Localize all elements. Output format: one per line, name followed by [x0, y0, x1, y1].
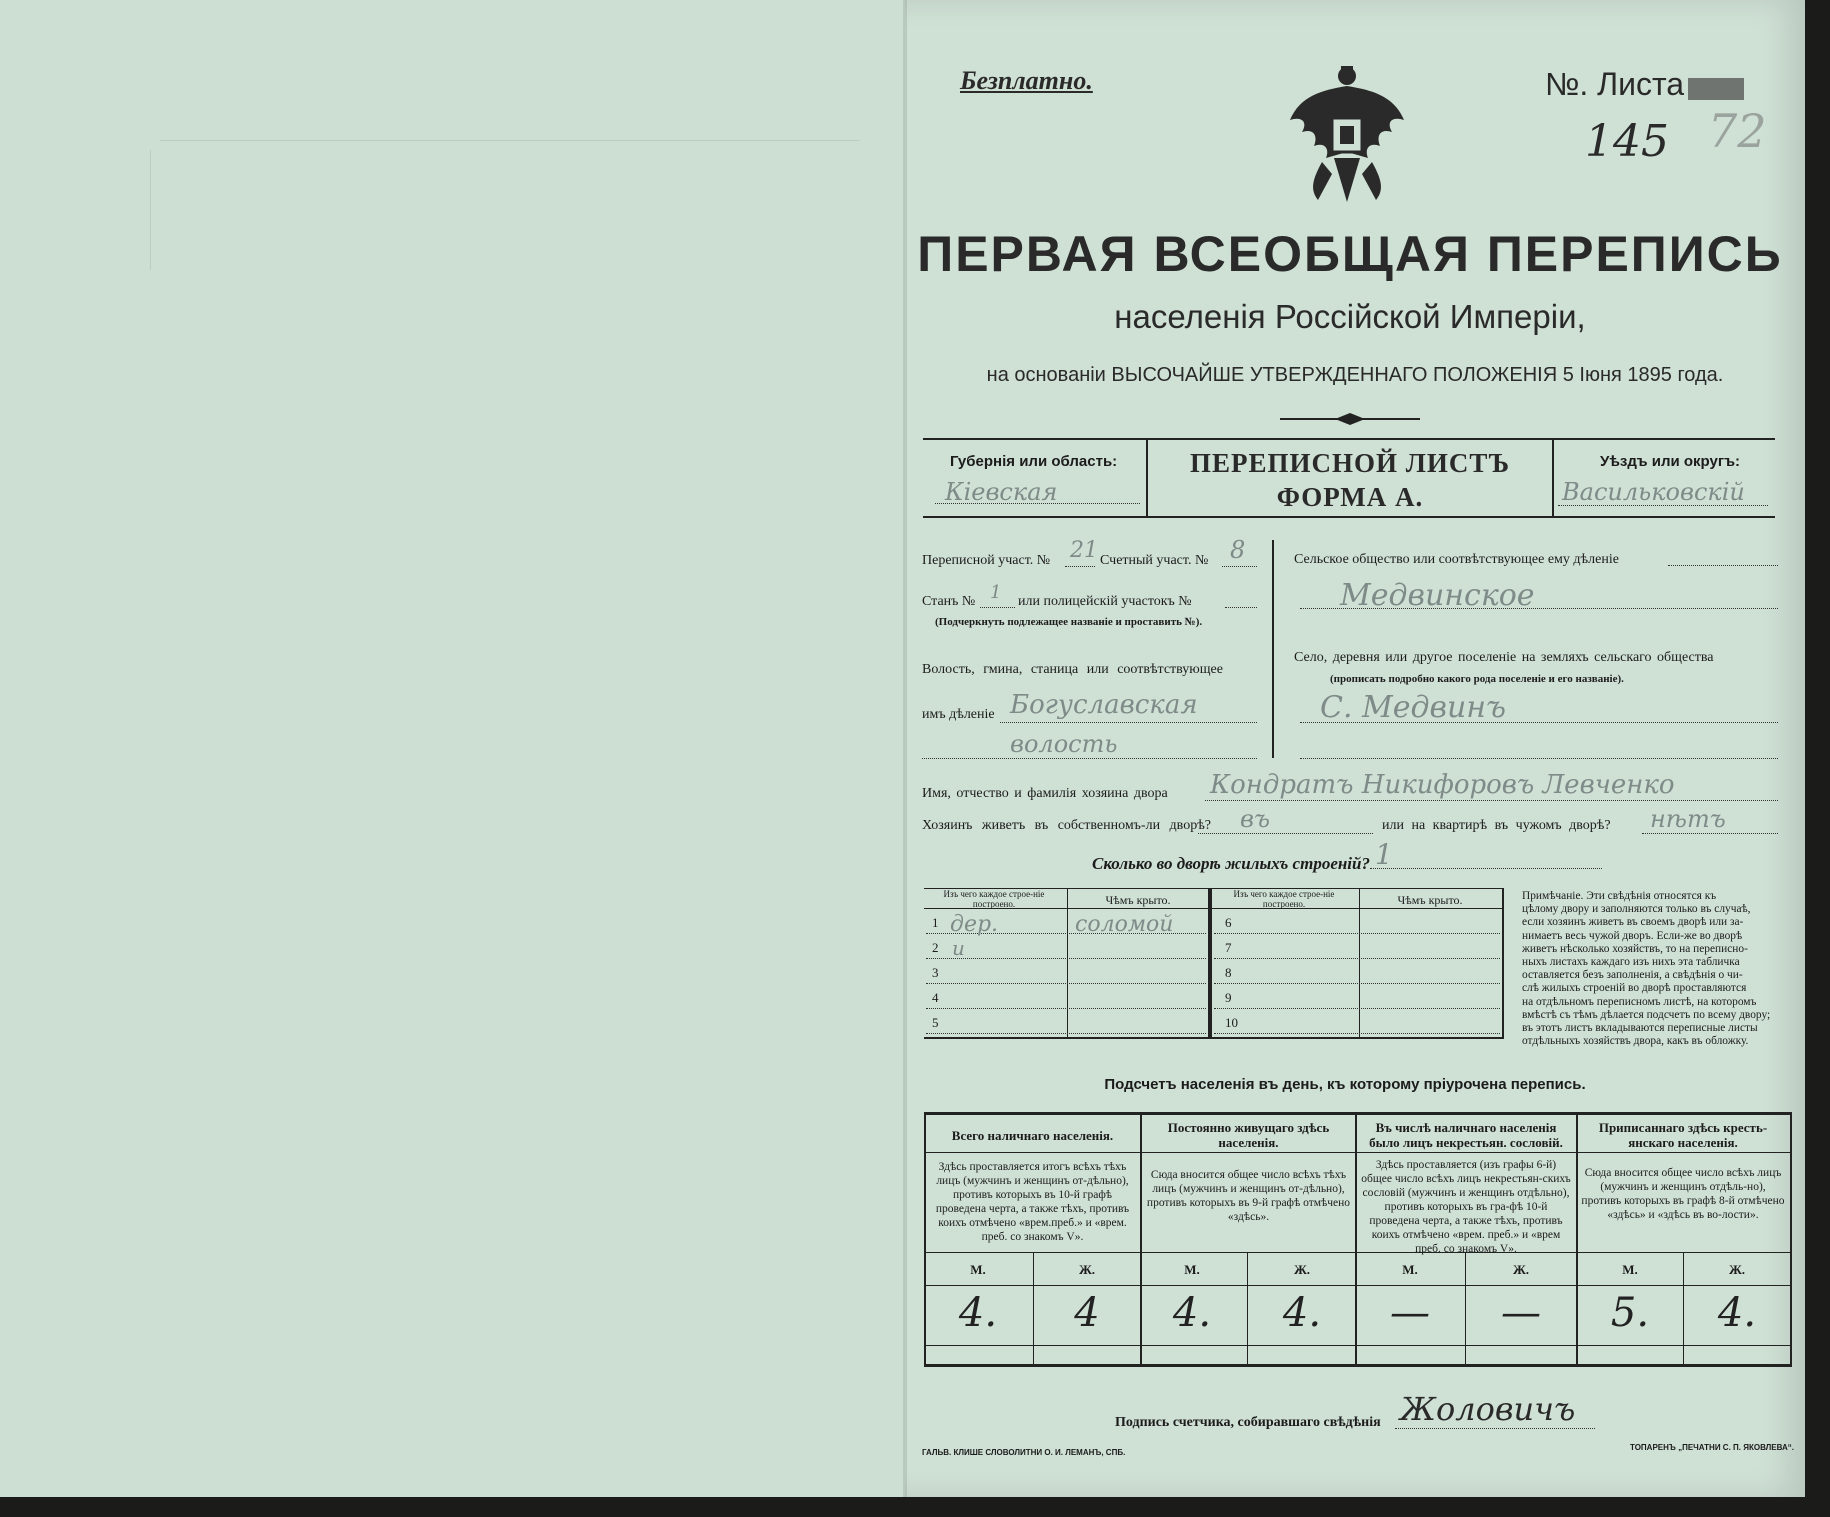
counting-district-label: Счетный участ. № [1100, 553, 1209, 568]
row2-material-value: и [952, 936, 965, 960]
society-value: Медвинское [1340, 578, 1535, 613]
table-row-number: 9 [1225, 990, 1232, 1005]
volost-label-2: имъ дѣленіе [922, 707, 995, 722]
note-line: нимаетъ весь чужой дворъ. Если-же во дворѣ [1522, 929, 1743, 942]
free-label: Безплатно. [960, 66, 1093, 95]
note-line: отдѣльныхъ хозяйствъ двора, какъ въ обложку. [1522, 1035, 1749, 1048]
table-line [924, 1112, 1792, 1115]
col-nonpeasant-desc: Здѣсь проставляется (изъ графы 6-й) общее число всѣхъ лицъ некрестьян-скихъ сословій (мужчинъ и женщинъ отдѣльно), противъ которыхъ въ гра-фѣ 10-й проведена черта, а также тѣхъ, противъ коихъ отмѣчено «врем. преб.» и «врем преб. со знакомъ V». [1361, 1159, 1571, 1255]
row1-material-value: дер. [950, 912, 999, 937]
table-row-number: 7 [1225, 940, 1232, 955]
table-double-line [1208, 888, 1212, 1038]
volost-value: Богуславская [1010, 690, 1198, 720]
male-label: М. [1184, 1262, 1200, 1277]
table-line [1359, 888, 1360, 1038]
table-line [1355, 1112, 1357, 1367]
village-value: С. Медвинъ [1320, 690, 1507, 725]
owner-name-label: Имя, отчество и фамилія хозяина двора [922, 786, 1168, 801]
table-row-number: 3 [932, 965, 939, 980]
owner-name-line [1205, 800, 1778, 801]
society-line-2 [1300, 608, 1778, 609]
signature-label: Подпись счетчика, собиравшаго свѣдѣнія [1115, 1415, 1381, 1430]
total-male-value: 4. [958, 1290, 998, 1336]
form-box-divider [1146, 438, 1148, 518]
table-col-material: Изъ чего каждое строе-ніе построено. [943, 889, 1045, 909]
note-line: оставляется безъ заполненія, а свѣдѣнія о чи- [1522, 969, 1743, 982]
own-yard-value: въ [1240, 805, 1270, 833]
table-line [924, 1285, 1792, 1286]
table-row-number: 10 [1225, 1015, 1238, 1030]
table-row-line [1214, 933, 1500, 934]
village-line-2 [1300, 758, 1778, 759]
note-line: цѣлому двору и заполняются только въ случаѣ, [1522, 903, 1751, 916]
female-label: Ж. [1728, 1262, 1746, 1277]
table-line [924, 1152, 1792, 1153]
bleed-through-line [160, 140, 860, 142]
note-line: вмѣстѣ съ тѣмъ дѣлается подсчетъ по всему двору; [1522, 1008, 1771, 1021]
document-title: ПЕРВАЯ ВСЕОБЩАЯ ПЕРЕПИСЬ [917, 226, 1783, 282]
table-row-number: 2 [932, 940, 939, 955]
bleed-through-line [150, 150, 155, 270]
col-permanent-head: Постоянно живущаго здѣсь населенія. [1167, 1120, 1330, 1150]
table-row-line [1214, 1033, 1500, 1034]
note-line: слѣ жилыхъ строеній во дворѣ проставляются [1522, 982, 1747, 995]
sheet-number-stamp [1688, 78, 1744, 100]
col-permanent-desc: Сюда вносится общее число всѣхъ тѣхъ лицъ (мужчинъ и женщинъ от-дѣльно), противъ которыхъ въ 9-й графѣ отмѣчено «здѣсь». [1146, 1169, 1351, 1223]
ornament-divider-icon [1280, 412, 1420, 426]
document-subtitle: населенія Россійской Имперіи, [1114, 298, 1586, 335]
registered-male-value: 5. [1610, 1290, 1650, 1336]
village-note: (прописать подробно какого рода поселеніе и его названіе). [1330, 673, 1624, 685]
rent-line [1642, 833, 1778, 834]
signature-value: Жоловичъ [1400, 1390, 1576, 1428]
village-line [1300, 722, 1778, 723]
volost-value-2: волость [1010, 730, 1118, 758]
form-box-bottom [923, 516, 1775, 518]
blank-left-page [0, 0, 905, 1497]
stan-label: Станъ № [922, 594, 976, 609]
table-line [924, 1112, 926, 1367]
printer-right: ТОПАРЕНЪ „ПЕЧАТНИ С. П. ЯКОВЛЕВА“. [1630, 1443, 1794, 1452]
handwritten-number-2: 72 [1708, 104, 1767, 158]
rent-label: или на квартирѣ въ чужомъ дворѣ? [1382, 818, 1611, 833]
form-box-top [923, 438, 1775, 440]
population-heading: Подсчетъ населенія въ день, къ которому пріурочена перепись. [1104, 1076, 1586, 1093]
stan-value: 1 [990, 582, 1002, 603]
table-row-line [926, 958, 1206, 959]
sheet-number-label: №. Листа [1545, 66, 1685, 102]
volost-line [1000, 722, 1257, 723]
volost-line-2 [922, 758, 1257, 759]
registered-female-value: 4. [1717, 1290, 1757, 1336]
form-title-line-1: ПЕРЕПИСНОЙ ЛИСТЪ [1189, 448, 1511, 478]
volost-label: Волость, гмина, станица или соотвѣтствующее [922, 662, 1223, 677]
table-line [1067, 888, 1068, 1038]
note-line: если хозяинъ живетъ въ своемъ дворѣ или за- [1522, 916, 1744, 929]
table-row-line [926, 1033, 1206, 1034]
printer-left: ГАЛЬВ. КЛИШЕ СЛОВОЛИТНИ О. И. ЛЕМАНЪ, СПБ. [922, 1448, 1126, 1457]
female-label: Ж. [1293, 1262, 1311, 1277]
nonpeasant-female-value: — [1501, 1290, 1541, 1336]
row1-roof-value: соломой [1075, 912, 1174, 937]
counting-district-line [1222, 566, 1257, 567]
male-label: М. [970, 1262, 986, 1277]
col-registered-head: Приписаннаго здѣсь кресть-янскаго населенія. [1598, 1120, 1768, 1150]
female-label: Ж. [1512, 1262, 1530, 1277]
table-line [1247, 1252, 1248, 1366]
table-row-line [1214, 958, 1500, 959]
imperial-eagle-icon [1282, 62, 1412, 212]
table-line [1502, 888, 1504, 1038]
handwritten-sheet-number: 145 [1585, 116, 1669, 167]
owner-name-value: Кондратъ Никифоровъ Левченко [1210, 770, 1675, 800]
note-line: на отдѣльномъ переписномъ листѣ, на которомъ [1522, 995, 1757, 1008]
table-col-roof: Чѣмъ крыто. [1105, 893, 1171, 907]
rent-value: нѣтъ [1650, 805, 1726, 833]
table-col-roof-2: Чѣмъ крыто. [1397, 893, 1463, 907]
society-line [1668, 565, 1778, 566]
gubernia-value: Кіевская [945, 478, 1058, 506]
table-row-number: 8 [1225, 965, 1232, 980]
table-row-number: 6 [1225, 915, 1232, 930]
police-label: или полицейскій участокъ № [1018, 594, 1192, 609]
own-yard-line [1198, 833, 1373, 834]
permanent-male-value: 4. [1172, 1290, 1212, 1336]
counting-district-value: 8 [1230, 536, 1246, 564]
table-col-material-2: Изъ чего каждое строе-ніе построено. [1233, 889, 1335, 909]
underline-note: (Подчеркнуть подлежащее названіе и проставить №). [935, 616, 1203, 628]
buildings-label: Сколько во дворѣ жилыхъ строеній? [1092, 854, 1370, 873]
table-line [1033, 1252, 1034, 1366]
own-yard-label: Хозяинъ живетъ въ собственномъ-ли дворѣ? [922, 818, 1212, 833]
uezd-label: Уѣздъ или округъ: [1600, 453, 1741, 470]
table-row-line [1214, 1008, 1500, 1009]
uezd-value: Васильковскій [1562, 478, 1745, 506]
society-label: Сельское общество или соотвѣтствующее ему дѣленіе [1294, 552, 1619, 567]
nonpeasant-male-value: — [1390, 1290, 1430, 1336]
table-row-line [926, 983, 1206, 984]
table-row-line [1214, 983, 1500, 984]
note-line: въ этотъ листъ вкладываются переписные листы [1522, 1022, 1758, 1035]
note-text [1522, 890, 1790, 1048]
gubernia-label: Губернія или область: [950, 453, 1118, 470]
fields-divider [1272, 540, 1274, 758]
signature-line [1395, 1428, 1595, 1429]
table-line [924, 1364, 1792, 1367]
note-line: живетъ нѣсколько хозяйствъ, то на переписно- [1522, 942, 1748, 955]
table-line [1465, 1252, 1466, 1366]
village-label: Село, деревня или другое поселеніе на земляхъ сельскаго общества [1294, 650, 1714, 665]
permanent-female-value: 4. [1282, 1290, 1322, 1336]
form-title [1150, 446, 1550, 514]
buildings-value: 1 [1375, 838, 1393, 871]
note-line: Примѣчаніе. Эти свѣдѣнія относятся къ [1522, 890, 1717, 902]
table-row-number: 4 [932, 990, 939, 1005]
uezd-line [1558, 505, 1768, 506]
table-row-line [926, 1008, 1206, 1009]
table-line [924, 1345, 1792, 1346]
table-line [1683, 1252, 1684, 1366]
male-label: М. [1402, 1262, 1418, 1277]
table-line [1576, 1112, 1578, 1367]
table-line [1790, 1112, 1792, 1367]
col-registered-desc: Сюда вносится общее число всѣхъ лицъ (мужчинъ и женщинъ отдѣль-но), противъ которыхъ въ графѣ 8-й отмѣчено «здѣсь» и «здѣсь въ во-лости». [1581, 1167, 1785, 1221]
police-line [1225, 607, 1257, 608]
table-row-number: 5 [932, 1015, 939, 1030]
col-total-head: Всего наличнаго населенія. [951, 1128, 1114, 1143]
total-female-value: 4 [1074, 1290, 1100, 1336]
table-line [924, 1252, 1792, 1253]
form-box-divider [1552, 438, 1554, 518]
gubernia-line [935, 503, 1140, 504]
male-label: М. [1622, 1262, 1638, 1277]
buildings-line [1370, 868, 1602, 869]
stan-line [980, 607, 1015, 608]
table-line [1140, 1112, 1142, 1367]
note-line: ныхъ листахъ каждаго изъ нихъ эта табличка [1522, 956, 1740, 969]
table-line [924, 1037, 1504, 1039]
female-label: Ж. [1078, 1262, 1096, 1277]
census-district-value: 21 [1070, 538, 1098, 563]
census-district-line [1065, 566, 1095, 567]
table-row-number: 1 [932, 915, 939, 930]
form-title-line-2: ФОРМА А. [1276, 482, 1424, 512]
col-total-desc: Здѣсь проставляется итогъ всѣхъ тѣхъ лицъ (мужчинъ и женщинъ от-дѣльно), противъ которыхъ въ 10-й графѣ проведена черта, а также тѣхъ, противъ коихъ отмѣчено «врем.преб.» и «врем. преб. со знакомъ V». [935, 1161, 1130, 1243]
legal-basis: на основаніи ВЫСОЧАЙШЕ УТВЕРЖДЕННАГО ПОЛОЖЕНІЯ 5 Іюня 1895 года. [986, 364, 1724, 386]
col-nonpeasant-head: Въ числѣ наличнаго населенія было лицъ некрестьян. сословій. [1369, 1120, 1563, 1150]
census-district-label: Переписной участ. № [922, 553, 1051, 568]
